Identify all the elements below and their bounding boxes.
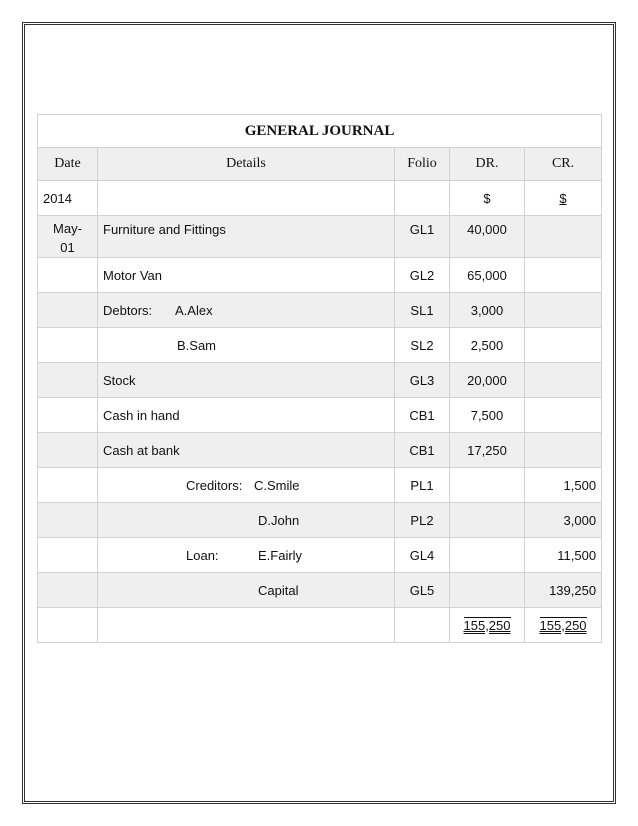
folio-cell: GL2: [395, 258, 450, 293]
details-label: Creditors:: [186, 477, 243, 493]
header-date: Date: [38, 148, 98, 181]
details-cell: B.Sam: [98, 328, 395, 363]
header-cr: CR.: [525, 148, 602, 181]
cr-cell: 3,000: [525, 503, 602, 538]
cr-cell: [525, 398, 602, 433]
dr-cell: [450, 468, 525, 503]
cr-cell: [525, 258, 602, 293]
cr-total: 155,250: [539, 617, 587, 633]
table-row: [38, 538, 602, 573]
header-row: [38, 148, 602, 181]
dr-cell: 7,500: [450, 398, 525, 433]
header-details: Details: [98, 148, 395, 181]
dr-cell: 20,000: [450, 363, 525, 398]
folio-cell: CB1: [395, 433, 450, 468]
folio-cell: PL1: [395, 468, 450, 503]
dr-total-cell: [450, 608, 525, 643]
details-cell: [98, 293, 395, 328]
date-cell: [38, 573, 98, 608]
journal-title: GENERAL JOURNAL: [38, 115, 602, 148]
dr-currency: $: [450, 181, 525, 216]
date-cell: [38, 293, 98, 328]
details-name: E.Fairly: [258, 547, 303, 563]
dr-cell: [450, 503, 525, 538]
folio-cell: SL2: [395, 328, 450, 363]
folio-cell: GL4: [395, 538, 450, 573]
folio-cell: GL1: [395, 216, 450, 258]
date-cell: [38, 398, 98, 433]
cr-currency: $: [525, 181, 602, 216]
year-details-cell: [98, 181, 395, 216]
dr-total: 155,250: [463, 617, 511, 633]
details-cell: Cash at bank: [98, 433, 395, 468]
dr-cell: 65,000: [450, 258, 525, 293]
cr-cell: [525, 363, 602, 398]
details-label: Loan:: [186, 547, 219, 563]
dr-cell: [450, 573, 525, 608]
year-folio-cell: [395, 181, 450, 216]
cr-cell: [525, 293, 602, 328]
header-dr: DR.: [450, 148, 525, 181]
date-value: May- 01: [53, 221, 82, 255]
general-journal-table: [37, 114, 602, 643]
cr-total-cell: [525, 608, 602, 643]
table-row: [38, 433, 602, 468]
details-cell: D.John: [98, 503, 395, 538]
date-cell: [38, 258, 98, 293]
date-cell: [38, 216, 98, 258]
year-cell: 2014: [38, 181, 98, 216]
year-row: [38, 181, 602, 216]
folio-cell: SL1: [395, 293, 450, 328]
details-cell: Motor Van: [98, 258, 395, 293]
details-name: C.Smile: [254, 477, 300, 493]
table-row: [38, 468, 602, 503]
date-cell: [38, 468, 98, 503]
dr-cell: 2,500: [450, 328, 525, 363]
journal-title-row: [38, 115, 602, 148]
table-row: [38, 503, 602, 538]
dr-cell: 17,250: [450, 433, 525, 468]
totals-row: [38, 608, 602, 643]
date-cell: [38, 328, 98, 363]
cr-cell: 11,500: [525, 538, 602, 573]
date-cell: [38, 363, 98, 398]
table-row: [38, 573, 602, 608]
dr-cell: [450, 538, 525, 573]
folio-cell: GL3: [395, 363, 450, 398]
folio-cell: CB1: [395, 398, 450, 433]
details-cell: Cash in hand: [98, 398, 395, 433]
details-label: Debtors:: [103, 302, 153, 318]
table-row: [38, 293, 602, 328]
date-cell: [38, 503, 98, 538]
cr-cell: [525, 328, 602, 363]
table-row: [38, 328, 602, 363]
dr-cell: 40,000: [450, 216, 525, 258]
totals-folio-cell: [395, 608, 450, 643]
details-cell: Furniture and Fittings: [98, 216, 395, 258]
date-cell: [38, 538, 98, 573]
totals-details-cell: [98, 608, 395, 643]
details-cell: [98, 468, 395, 503]
table-row: [38, 216, 602, 258]
table-row: [38, 363, 602, 398]
date-cell: [38, 433, 98, 468]
details-name: A.Alex: [175, 302, 213, 318]
details-cell: [98, 538, 395, 573]
header-folio: Folio: [395, 148, 450, 181]
dr-cell: 3,000: [450, 293, 525, 328]
cr-cell: 139,250: [525, 573, 602, 608]
details-cell: Capital: [98, 573, 395, 608]
cr-cell: [525, 216, 602, 258]
folio-cell: GL5: [395, 573, 450, 608]
table-row: [38, 398, 602, 433]
table-row: [38, 258, 602, 293]
cr-cell: 1,500: [525, 468, 602, 503]
totals-date-cell: [38, 608, 98, 643]
cr-cell: [525, 433, 602, 468]
folio-cell: PL2: [395, 503, 450, 538]
details-cell: Stock: [98, 363, 395, 398]
